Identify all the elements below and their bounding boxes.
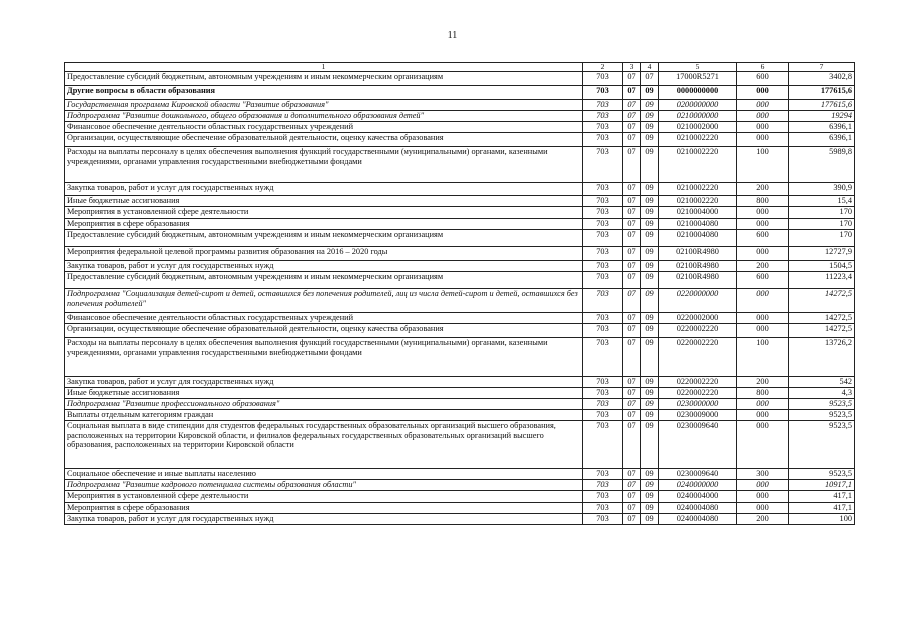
row-code-cell: 703 — [583, 219, 623, 230]
row-target-cell: 0220002220 — [659, 388, 737, 399]
row-target-cell: 0210004080 — [659, 219, 737, 230]
row-type-cell: 000 — [737, 219, 789, 230]
row-section-cell: 07 — [623, 491, 641, 503]
row-name-cell: Выплаты отдельным категориям граждан — [65, 410, 583, 421]
row-code-cell: 703 — [583, 261, 623, 272]
row-section-cell: 07 — [623, 72, 641, 86]
row-section-cell: 07 — [623, 514, 641, 525]
row-target-cell: 0230009640 — [659, 469, 737, 480]
row-section-cell: 07 — [623, 86, 641, 100]
row-code-cell: 703 — [583, 469, 623, 480]
table-row — [65, 491, 855, 503]
row-code-cell: 703 — [583, 289, 623, 313]
row-target-cell: 0210002220 — [659, 133, 737, 147]
row-section-cell: 07 — [623, 313, 641, 324]
row-code-cell: 703 — [583, 230, 623, 247]
row-code-cell: 703 — [583, 111, 623, 122]
row-section-cell: 07 — [623, 480, 641, 491]
header-cell-2: 2 — [583, 63, 623, 72]
row-subsection-cell: 09 — [641, 399, 659, 410]
row-target-cell: 0220002220 — [659, 338, 737, 377]
row-name-cell: Иные бюджетные ассигнования — [65, 196, 583, 207]
row-target-cell: 0230000000 — [659, 399, 737, 410]
row-code-cell: 703 — [583, 503, 623, 514]
table-row — [65, 399, 855, 410]
row-target-cell: 0230009000 — [659, 410, 737, 421]
row-target-cell: 0240004080 — [659, 503, 737, 514]
row-subsection-cell: 09 — [641, 324, 659, 338]
row-name-cell: Предоставление субсидий бюджетным, автономным учреждениям и иным некоммерческим организациям — [65, 72, 583, 86]
row-type-cell: 100 — [737, 338, 789, 377]
row-code-cell: 703 — [583, 324, 623, 338]
row-subsection-cell: 09 — [641, 491, 659, 503]
row-amount-cell: 177615,6 — [789, 86, 855, 100]
row-target-cell: 0210004000 — [659, 207, 737, 219]
row-subsection-cell: 09 — [641, 388, 659, 399]
row-section-cell: 07 — [623, 324, 641, 338]
row-code-cell: 703 — [583, 514, 623, 525]
table-row — [65, 338, 855, 377]
row-section-cell: 07 — [623, 100, 641, 111]
header-cell-3: 3 — [623, 63, 641, 72]
row-target-cell: 0240004080 — [659, 514, 737, 525]
row-type-cell: 000 — [737, 122, 789, 133]
row-target-cell: 0220000000 — [659, 289, 737, 313]
row-target-cell: 0240004000 — [659, 491, 737, 503]
row-name-cell: Подпрограмма "Социализация детей-сирот и детей, оставшихся без попечения родителей, лиц из числа детей-сирот и детей, оставшихся без попечения родителей" — [65, 289, 583, 313]
row-section-cell: 07 — [623, 261, 641, 272]
row-amount-cell: 9523,5 — [789, 421, 855, 469]
row-section-cell: 07 — [623, 289, 641, 313]
row-amount-cell: 14272,5 — [789, 289, 855, 313]
table-row — [65, 313, 855, 324]
row-type-cell: 000 — [737, 410, 789, 421]
table-row — [65, 272, 855, 289]
row-name-cell: Предоставление субсидий бюджетным, автономным учреждениям и иным некоммерческим организациям — [65, 230, 583, 247]
row-code-cell: 703 — [583, 196, 623, 207]
row-type-cell: 600 — [737, 230, 789, 247]
row-subsection-cell: 09 — [641, 421, 659, 469]
table-row — [65, 100, 855, 111]
row-type-cell: 000 — [737, 133, 789, 147]
row-section-cell: 07 — [623, 219, 641, 230]
row-code-cell: 703 — [583, 183, 623, 196]
row-amount-cell: 390,9 — [789, 183, 855, 196]
row-amount-cell: 417,1 — [789, 491, 855, 503]
row-code-cell: 703 — [583, 399, 623, 410]
row-amount-cell: 5989,8 — [789, 147, 855, 183]
row-target-cell: 0210002220 — [659, 183, 737, 196]
row-amount-cell: 177615,6 — [789, 100, 855, 111]
row-amount-cell: 6396,1 — [789, 133, 855, 147]
row-amount-cell: 13726,2 — [789, 338, 855, 377]
row-name-cell: Мероприятия в установленной сфере деятельности — [65, 491, 583, 503]
row-target-cell: 0220002000 — [659, 313, 737, 324]
row-subsection-cell: 09 — [641, 338, 659, 377]
table-row — [65, 196, 855, 207]
row-section-cell: 07 — [623, 230, 641, 247]
row-section-cell: 07 — [623, 133, 641, 147]
row-amount-cell: 9523,5 — [789, 410, 855, 421]
row-code-cell: 703 — [583, 247, 623, 261]
table-row — [65, 183, 855, 196]
row-target-cell: 17000R5271 — [659, 72, 737, 86]
row-subsection-cell: 09 — [641, 219, 659, 230]
row-target-cell: 0210000000 — [659, 111, 737, 122]
row-name-cell: Мероприятия в сфере образования — [65, 503, 583, 514]
row-subsection-cell: 09 — [641, 289, 659, 313]
row-type-cell: 800 — [737, 196, 789, 207]
table-row — [65, 247, 855, 261]
table-row — [65, 514, 855, 525]
row-type-cell: 200 — [737, 261, 789, 272]
table-row — [65, 122, 855, 133]
row-code-cell: 703 — [583, 480, 623, 491]
row-amount-cell: 19294 — [789, 111, 855, 122]
row-subsection-cell: 09 — [641, 133, 659, 147]
row-subsection-cell: 09 — [641, 469, 659, 480]
row-target-cell: 02100R4980 — [659, 272, 737, 289]
row-subsection-cell: 09 — [641, 122, 659, 133]
table-row — [65, 133, 855, 147]
row-subsection-cell: 09 — [641, 230, 659, 247]
row-subsection-cell: 09 — [641, 147, 659, 183]
row-subsection-cell: 09 — [641, 183, 659, 196]
row-code-cell: 703 — [583, 377, 623, 388]
table-row — [65, 388, 855, 399]
row-name-cell: Подпрограмма "Развитие профессионального образования" — [65, 399, 583, 410]
row-target-cell: 0210002220 — [659, 147, 737, 183]
table-row — [65, 410, 855, 421]
header-row — [65, 63, 855, 72]
row-code-cell: 703 — [583, 313, 623, 324]
row-subsection-cell: 09 — [641, 196, 659, 207]
row-amount-cell: 9523,5 — [789, 399, 855, 410]
row-subsection-cell: 09 — [641, 100, 659, 111]
row-target-cell: 02100R4980 — [659, 261, 737, 272]
row-name-cell: Расходы на выплаты персоналу в целях обеспечения выполнения функций государственными (муниципальными) органами, казенными учреждениями, органами управления государственными внебюджетными фондами — [65, 147, 583, 183]
row-section-cell: 07 — [623, 272, 641, 289]
row-amount-cell: 10917,1 — [789, 480, 855, 491]
row-code-cell: 703 — [583, 72, 623, 86]
row-code-cell: 703 — [583, 147, 623, 183]
row-name-cell: Расходы на выплаты персоналу в целях обеспечения выполнения функций государственными (муниципальными) органами, казенными учреждениями, органами управления государственными внебюджетными фондами — [65, 338, 583, 377]
row-subsection-cell: 09 — [641, 313, 659, 324]
row-type-cell: 800 — [737, 388, 789, 399]
row-target-cell: 0240000000 — [659, 480, 737, 491]
table-row — [65, 261, 855, 272]
row-type-cell: 000 — [737, 111, 789, 122]
table-row — [65, 377, 855, 388]
row-name-cell: Социальное обеспечение и иные выплаты населению — [65, 469, 583, 480]
row-subsection-cell: 09 — [641, 261, 659, 272]
row-amount-cell: 170 — [789, 207, 855, 219]
row-name-cell: Мероприятия в сфере образования — [65, 219, 583, 230]
row-subsection-cell: 09 — [641, 111, 659, 122]
row-amount-cell: 11223,4 — [789, 272, 855, 289]
row-name-cell: Мероприятия федеральной целевой программы развития образования на 2016 – 2020 годы — [65, 247, 583, 261]
row-amount-cell: 9523,5 — [789, 469, 855, 480]
row-subsection-cell: 09 — [641, 247, 659, 261]
row-type-cell: 000 — [737, 421, 789, 469]
table-row — [65, 72, 855, 86]
row-section-cell: 07 — [623, 183, 641, 196]
row-subsection-cell: 09 — [641, 272, 659, 289]
table-row — [65, 503, 855, 514]
row-code-cell: 703 — [583, 207, 623, 219]
row-type-cell: 000 — [737, 480, 789, 491]
row-type-cell: 200 — [737, 377, 789, 388]
row-type-cell: 200 — [737, 514, 789, 525]
row-amount-cell: 417,1 — [789, 503, 855, 514]
header-cell-4: 4 — [641, 63, 659, 72]
row-subsection-cell: 07 — [641, 72, 659, 86]
header-cell-1: 1 — [65, 63, 583, 72]
table-row — [65, 111, 855, 122]
row-code-cell: 703 — [583, 272, 623, 289]
row-type-cell: 000 — [737, 100, 789, 111]
header-cell-6: 6 — [737, 63, 789, 72]
row-name-cell: Государственная программа Кировской области "Развитие образования" — [65, 100, 583, 111]
row-amount-cell: 15,4 — [789, 196, 855, 207]
row-type-cell: 000 — [737, 503, 789, 514]
row-target-cell: 0210002220 — [659, 196, 737, 207]
row-section-cell: 07 — [623, 388, 641, 399]
row-target-cell: 0220002220 — [659, 324, 737, 338]
row-target-cell: 0210004080 — [659, 230, 737, 247]
row-name-cell: Финансовое обеспечение деятельности областных государственных учреждений — [65, 122, 583, 133]
row-amount-cell: 1504,5 — [789, 261, 855, 272]
row-name-cell: Подпрограмма "Развитие кадрового потенциала системы образования области" — [65, 480, 583, 491]
row-code-cell: 703 — [583, 100, 623, 111]
row-code-cell: 703 — [583, 338, 623, 377]
table-row — [65, 469, 855, 480]
row-name-cell: Закупка товаров, работ и услуг для государственных нужд — [65, 261, 583, 272]
row-section-cell: 07 — [623, 338, 641, 377]
row-name-cell: Финансовое обеспечение деятельности областных государственных учреждений — [65, 313, 583, 324]
row-code-cell: 703 — [583, 410, 623, 421]
table-row — [65, 147, 855, 183]
row-target-cell: 0220002220 — [659, 377, 737, 388]
row-subsection-cell: 09 — [641, 503, 659, 514]
header-cell-7: 7 — [789, 63, 855, 72]
row-code-cell: 703 — [583, 421, 623, 469]
row-subsection-cell: 09 — [641, 410, 659, 421]
row-name-cell: Закупка товаров, работ и услуг для государственных нужд — [65, 183, 583, 196]
row-name-cell: Иные бюджетные ассигнования — [65, 388, 583, 399]
table-row — [65, 207, 855, 219]
table-row — [65, 421, 855, 469]
row-target-cell: 0000000000 — [659, 86, 737, 100]
row-section-cell: 07 — [623, 247, 641, 261]
row-amount-cell: 3402,8 — [789, 72, 855, 86]
row-name-cell: Мероприятия в установленной сфере деятельности — [65, 207, 583, 219]
row-type-cell: 200 — [737, 183, 789, 196]
row-name-cell: Закупка товаров, работ и услуг для государственных нужд — [65, 514, 583, 525]
row-name-cell: Предоставление субсидий бюджетным, автономным учреждениям и иным некоммерческим организациям — [65, 272, 583, 289]
page-number: 11 — [447, 30, 458, 41]
row-target-cell: 0200000000 — [659, 100, 737, 111]
row-name-cell: Подпрограмма "Развитие дошкольного, общего образования и дополнительного образования детей" — [65, 111, 583, 122]
table-row — [65, 219, 855, 230]
row-type-cell: 000 — [737, 313, 789, 324]
row-section-cell: 07 — [623, 196, 641, 207]
row-type-cell: 000 — [737, 86, 789, 100]
row-type-cell: 000 — [737, 207, 789, 219]
row-type-cell: 000 — [737, 324, 789, 338]
row-code-cell: 703 — [583, 86, 623, 100]
row-amount-cell: 170 — [789, 219, 855, 230]
row-subsection-cell: 09 — [641, 480, 659, 491]
table-row — [65, 480, 855, 491]
row-type-cell: 000 — [737, 399, 789, 410]
row-type-cell: 300 — [737, 469, 789, 480]
row-target-cell: 0230009640 — [659, 421, 737, 469]
row-type-cell: 000 — [737, 491, 789, 503]
row-name-cell: Организации, осуществляющие обеспечение образовательной деятельности, оценку качества образования — [65, 324, 583, 338]
row-section-cell: 07 — [623, 410, 641, 421]
row-section-cell: 07 — [623, 111, 641, 122]
row-amount-cell: 170 — [789, 230, 855, 247]
row-code-cell: 703 — [583, 491, 623, 503]
row-section-cell: 07 — [623, 399, 641, 410]
row-section-cell: 07 — [623, 377, 641, 388]
header-cell-5: 5 — [659, 63, 737, 72]
budget-table — [64, 62, 855, 525]
row-type-cell: 100 — [737, 147, 789, 183]
table-row — [65, 324, 855, 338]
row-amount-cell: 12727,9 — [789, 247, 855, 261]
row-name-cell: Закупка товаров, работ и услуг для государственных нужд — [65, 377, 583, 388]
row-code-cell: 703 — [583, 133, 623, 147]
row-section-cell: 07 — [623, 421, 641, 469]
row-subsection-cell: 09 — [641, 514, 659, 525]
row-target-cell: 02100R4980 — [659, 247, 737, 261]
row-section-cell: 07 — [623, 469, 641, 480]
row-code-cell: 703 — [583, 122, 623, 133]
row-section-cell: 07 — [623, 147, 641, 183]
row-subsection-cell: 09 — [641, 207, 659, 219]
row-name-cell: Другие вопросы в области образования — [65, 86, 583, 100]
row-name-cell: Социальная выплата в виде стипендии для студентов федеральных государственных образовательных организаций высшего образования, расположенных на территории Кировской области, и филиалов федеральных государственных образовательных организаций высшего образования, расположенных на территории Кировской области — [65, 421, 583, 469]
table-body — [65, 72, 855, 525]
row-code-cell: 703 — [583, 388, 623, 399]
row-amount-cell: 14272,5 — [789, 324, 855, 338]
row-amount-cell: 14272,5 — [789, 313, 855, 324]
row-name-cell: Организации, осуществляющие обеспечение образовательной деятельности, оценку качества образования — [65, 133, 583, 147]
table-row — [65, 230, 855, 247]
row-type-cell: 000 — [737, 289, 789, 313]
table-row — [65, 289, 855, 313]
row-amount-cell: 542 — [789, 377, 855, 388]
row-section-cell: 07 — [623, 207, 641, 219]
row-type-cell: 600 — [737, 72, 789, 86]
row-amount-cell: 100 — [789, 514, 855, 525]
row-type-cell: 000 — [737, 247, 789, 261]
row-subsection-cell: 09 — [641, 86, 659, 100]
row-section-cell: 07 — [623, 503, 641, 514]
row-section-cell: 07 — [623, 122, 641, 133]
row-amount-cell: 6396,1 — [789, 122, 855, 133]
row-type-cell: 600 — [737, 272, 789, 289]
row-subsection-cell: 09 — [641, 377, 659, 388]
table-row — [65, 86, 855, 100]
row-target-cell: 0210002000 — [659, 122, 737, 133]
row-amount-cell: 4,3 — [789, 388, 855, 399]
